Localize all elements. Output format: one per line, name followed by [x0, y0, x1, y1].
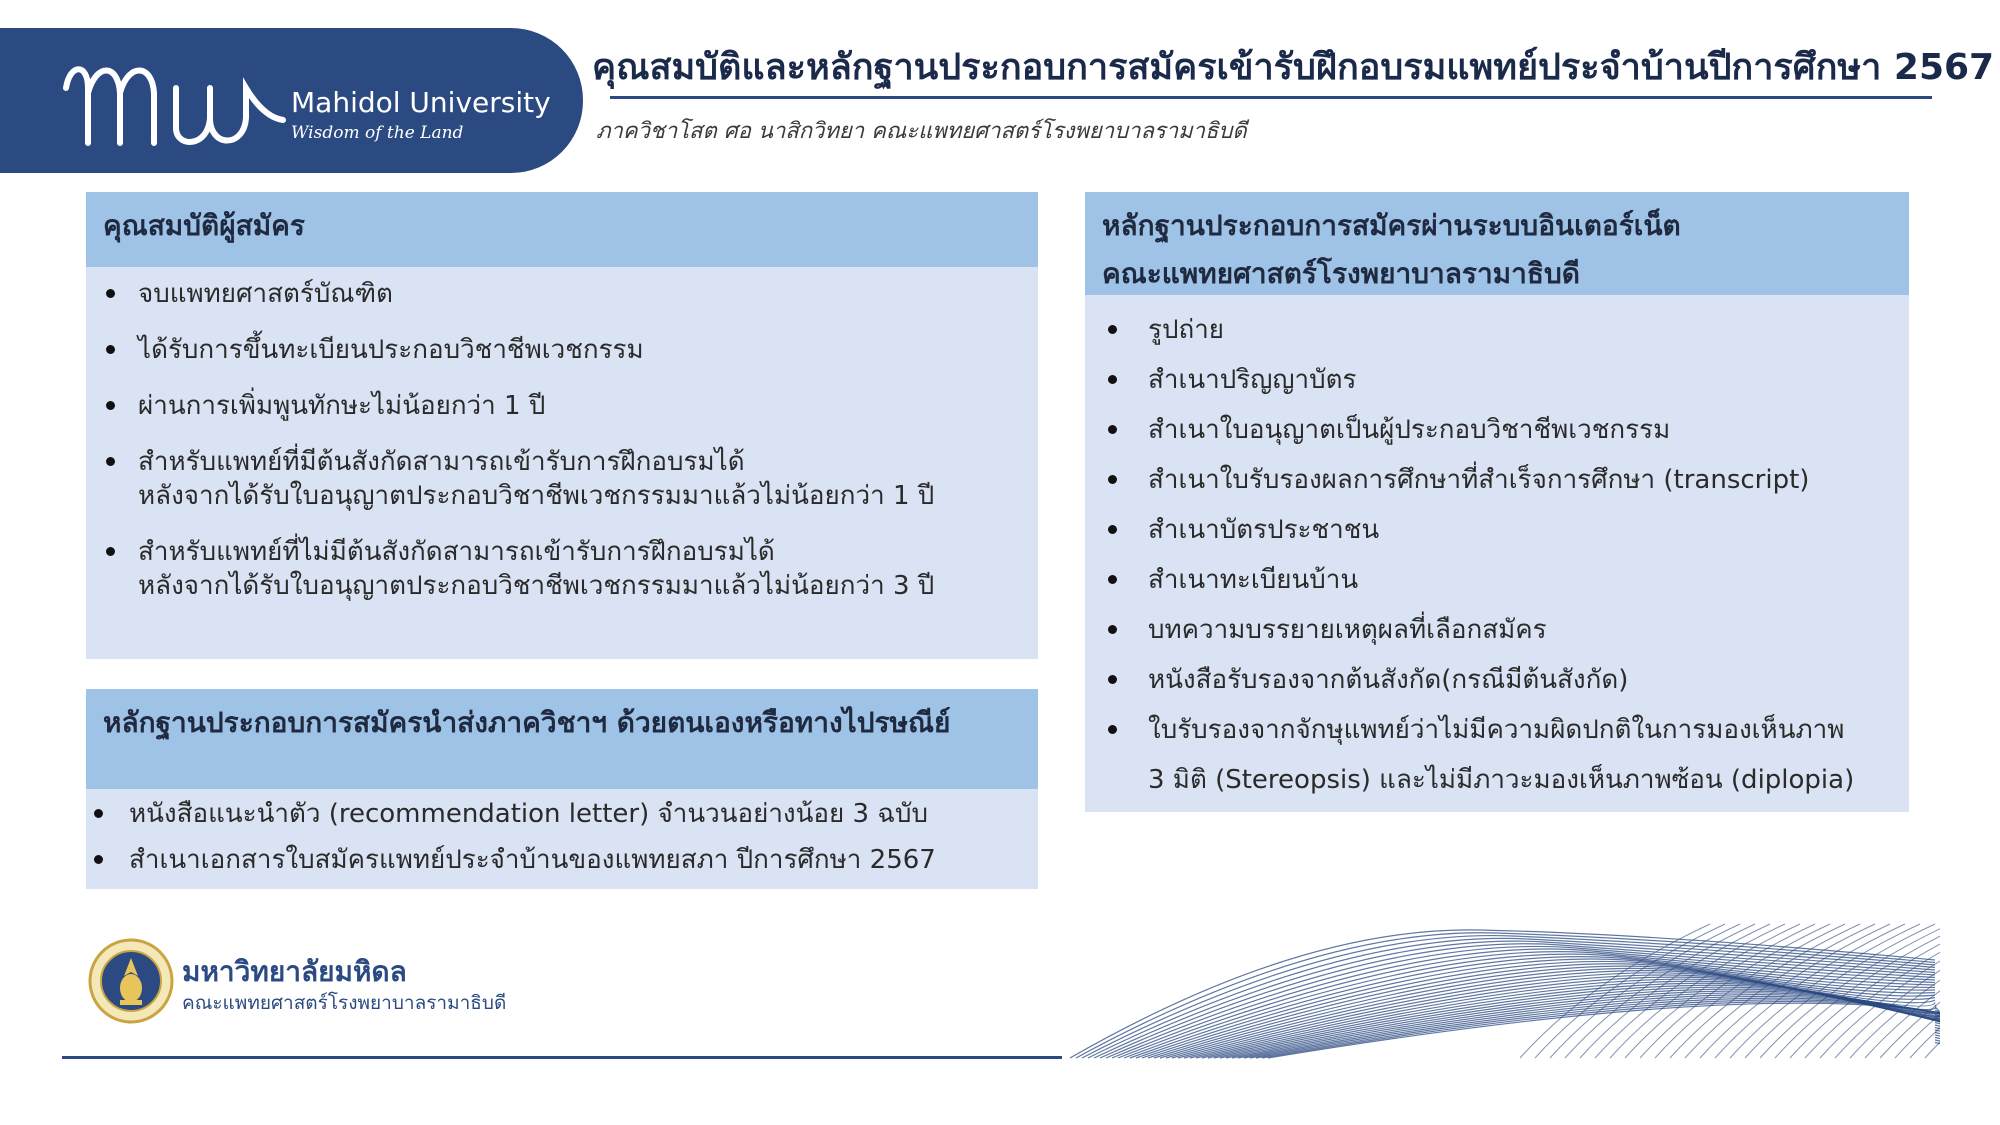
mu-logo-icon [58, 48, 288, 158]
online-documents-panel [1085, 192, 1909, 812]
wave-pattern-icon [1060, 920, 1940, 1060]
university-tagline: Wisdom of the Land [291, 123, 464, 143]
list-item: สำเนาใบรับรองผลการศึกษาที่สำเร็จการศึกษา (transcript) [1148, 455, 1909, 505]
logo-banner [0, 28, 583, 173]
list-item: ผ่านการเพิ่มพูนทักษะไม่น้อยกว่า 1 ปี [138, 389, 1038, 423]
list-item: บทความบรรยายเหตุผลที่เลือกสมัคร [1148, 605, 1909, 655]
list-item: สำเนาเอกสารใบสมัครแพทย์ประจำบ้านของแพทยสภา ปีการศึกษา 2567 [129, 843, 1038, 877]
page-subtitle: ภาควิชาโสต ศอ นาสิกวิทยา คณะแพทยศาสตร์โรงพยาบาลรามาธิบดี [596, 119, 1247, 144]
list-item: จบแพทยศาสตร์บัณฑิต [138, 277, 1038, 311]
mail-documents-heading: หลักฐานประกอบการสมัครนำส่งภาควิชาฯ ด้วยตนเองหรือทางไปรษณีย์ [86, 689, 1038, 789]
list-item: รูปถ่าย [1148, 305, 1909, 355]
list-item: สำหรับแพทย์ที่มีต้นสังกัดสามารถเข้ารับการฝึกอบรมได้ หลังจากได้รับใบอนุญาตประกอบวิชาชีพเวชกรรมมาแล้วไม่น้อยกว่า 1 ปี [138, 445, 1038, 513]
page-title: คุณสมบัติและหลักฐานประกอบการสมัครเข้ารับฝึกอบรมแพทย์ประจำบ้านปีการศึกษา 2567 [592, 47, 1995, 88]
list-item: สำหรับแพทย์ที่ไม่มีต้นสังกัดสามารถเข้ารับการฝึกอบรมได้ หลังจากได้รับใบอนุญาตประกอบวิชาชีพเวชกรรมมาแล้วไม่น้อยกว่า 3 ปี [138, 535, 1038, 603]
list-item: ใบรับรองจากจักษุแพทย์ว่าไม่มีความผิดปกติในการมองเห็นภาพ 3 มิติ (Stereopsis) และไม่มีภาวะมองเห็นภาพซ้อน (diplopia) [1148, 705, 1909, 805]
qualifications-heading: คุณสมบัติผู้สมัคร [86, 192, 1038, 267]
list-item: หนังสือรับรองจากต้นสังกัด(กรณีมีต้นสังกัด) [1148, 655, 1909, 705]
qualifications-list [86, 267, 1038, 603]
qualifications-panel [86, 192, 1038, 659]
online-documents-list [1085, 295, 1909, 805]
list-item: สำเนาใบอนุญาตเป็นผู้ประกอบวิชาชีพเวชกรรม [1148, 405, 1909, 455]
list-item: ได้รับการขึ้นทะเบียนประกอบวิชาชีพเวชกรรม [138, 333, 1038, 367]
online-documents-heading: หลักฐานประกอบการสมัครผ่านระบบอินเตอร์เน็ต คณะแพทยศาสตร์โรงพยาบาลรามาธิบดี [1085, 192, 1909, 295]
list-item: หนังสือแนะนำตัว (recommendation letter) จำนวนอย่างน้อย 3 ฉบับ [129, 797, 1038, 831]
footer-faculty-name: คณะแพทยศาสตร์โรงพยาบาลรามาธิบดี [182, 992, 507, 1014]
university-name: Mahidol University [291, 86, 551, 119]
list-item: สำเนาปริญญาบัตร [1148, 355, 1909, 405]
university-seal-icon [88, 938, 174, 1024]
list-item: สำเนาบัตรประชาชน [1148, 505, 1909, 555]
wave-line [1895, 924, 1940, 1058]
title-divider [610, 96, 1932, 99]
list-item: สำเนาทะเบียนบ้าน [1148, 555, 1909, 605]
mail-documents-panel [86, 689, 1038, 889]
mail-documents-list [86, 789, 1038, 877]
footer-university-name: มหาวิทยาลัยมหิดล [182, 955, 407, 988]
footer-divider [62, 1056, 1062, 1059]
